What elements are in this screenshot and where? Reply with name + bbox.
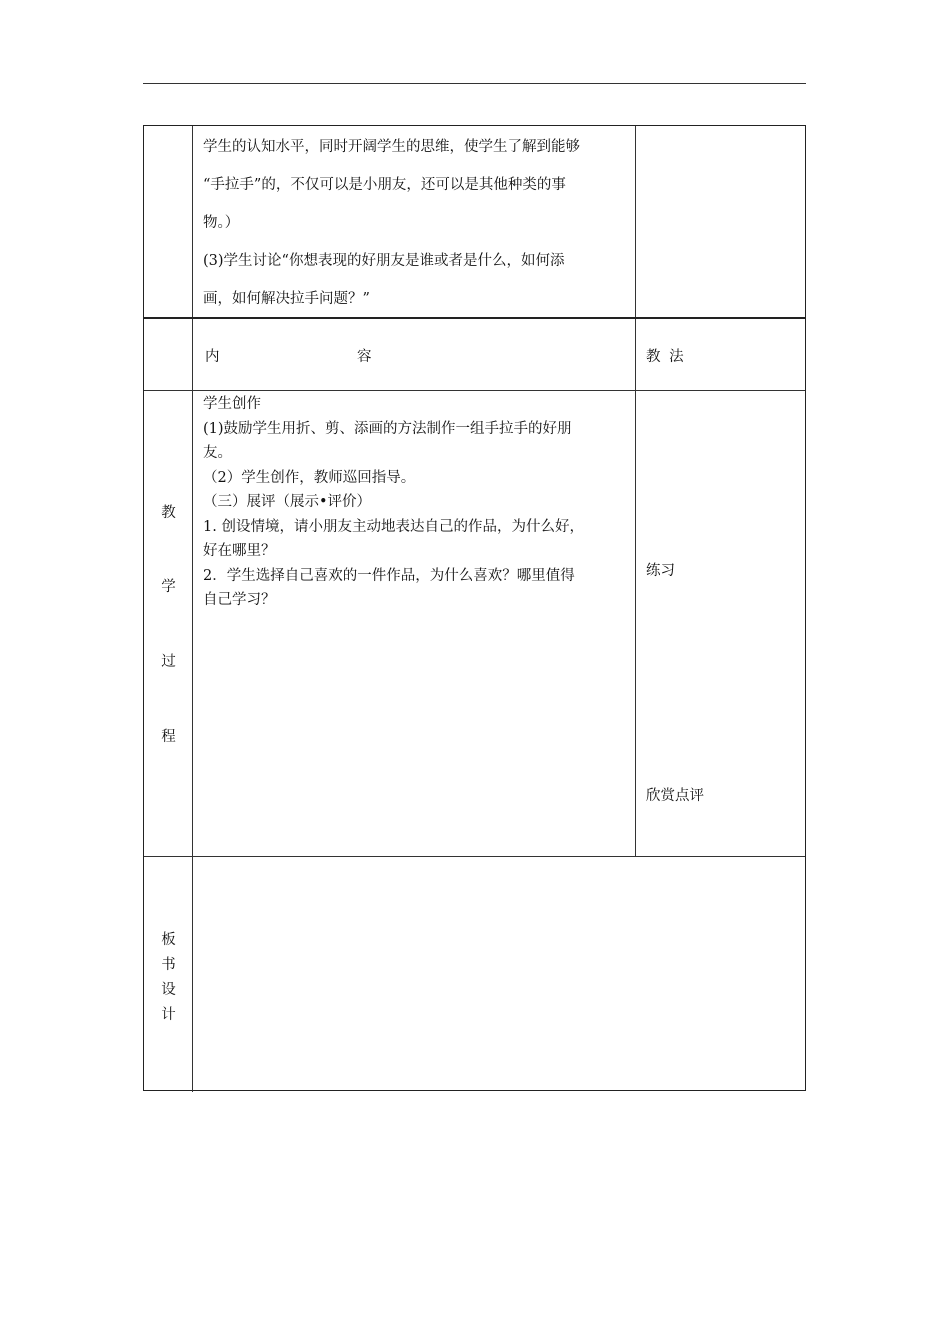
text-line: 学生创作	[203, 396, 261, 412]
board-content-cell	[193, 857, 804, 1092]
side-label-char: 程	[161, 729, 176, 745]
side-label-char: 过	[161, 654, 176, 670]
text-line: （2）学生创作，教师巡回指导。	[203, 469, 416, 486]
process-content-cell	[193, 391, 636, 856]
text-line: 学生的认知水平，同时开阔学生的思维，使学生了解到能够	[203, 139, 580, 155]
text-line: 好在哪里？	[203, 543, 276, 559]
process-row	[144, 391, 805, 857]
header-content-cell	[193, 319, 636, 390]
side-label-char: 学	[161, 579, 176, 595]
process-text	[193, 391, 635, 613]
side-label-char: 书	[161, 957, 176, 973]
lesson-plan-table	[143, 125, 806, 1091]
method-practice: 练习	[646, 563, 675, 579]
header-side-cell	[144, 319, 193, 390]
board-side-cell	[144, 857, 193, 1092]
text-line: 友。	[203, 445, 232, 461]
content-heading-left: 内	[205, 349, 220, 365]
header-rule	[143, 83, 806, 84]
text-line: (3)学生讨论“你想表现的好朋友是谁或者是什么，如何添	[203, 253, 565, 269]
continuation-side-cell	[144, 126, 193, 317]
method-heading: 教 法	[646, 349, 686, 365]
text-line: 自己学习？	[203, 592, 276, 608]
continuation-method-cell	[636, 126, 804, 317]
header-row	[144, 319, 805, 391]
text-line: 1. 创设情境，请小朋友主动地表达自己的作品，为什么好，	[203, 518, 584, 535]
continuation-row	[144, 126, 805, 319]
header-method-cell	[636, 319, 804, 390]
side-label-char: 教	[161, 505, 176, 521]
board-design-row	[144, 857, 805, 1092]
text-line: 画，如何解决拉手问题？”	[203, 291, 370, 307]
continuation-text	[193, 126, 635, 318]
text-line: （三）展评（展示•评价）	[203, 494, 372, 510]
method-review: 欣赏点评	[646, 788, 704, 804]
continuation-content-cell	[193, 126, 636, 317]
text-line: (1)鼓励学生用折、剪、添画的方法制作一组手拉手的好朋	[203, 420, 572, 437]
text-line: 物。）	[203, 215, 240, 231]
process-method-cell	[636, 391, 804, 856]
side-label-char: 设	[161, 982, 176, 998]
content-heading-right: 容	[357, 349, 372, 365]
process-side-cell	[144, 391, 193, 856]
text-line: “手拉手”的，不仅可以是小朋友，还可以是其他种类的事	[203, 177, 566, 193]
side-label-char: 计	[161, 1007, 176, 1023]
text-line: 2．学生选择自己喜欢的一件作品，为什么喜欢？哪里值得	[203, 567, 575, 584]
side-label-char: 板	[161, 932, 176, 948]
